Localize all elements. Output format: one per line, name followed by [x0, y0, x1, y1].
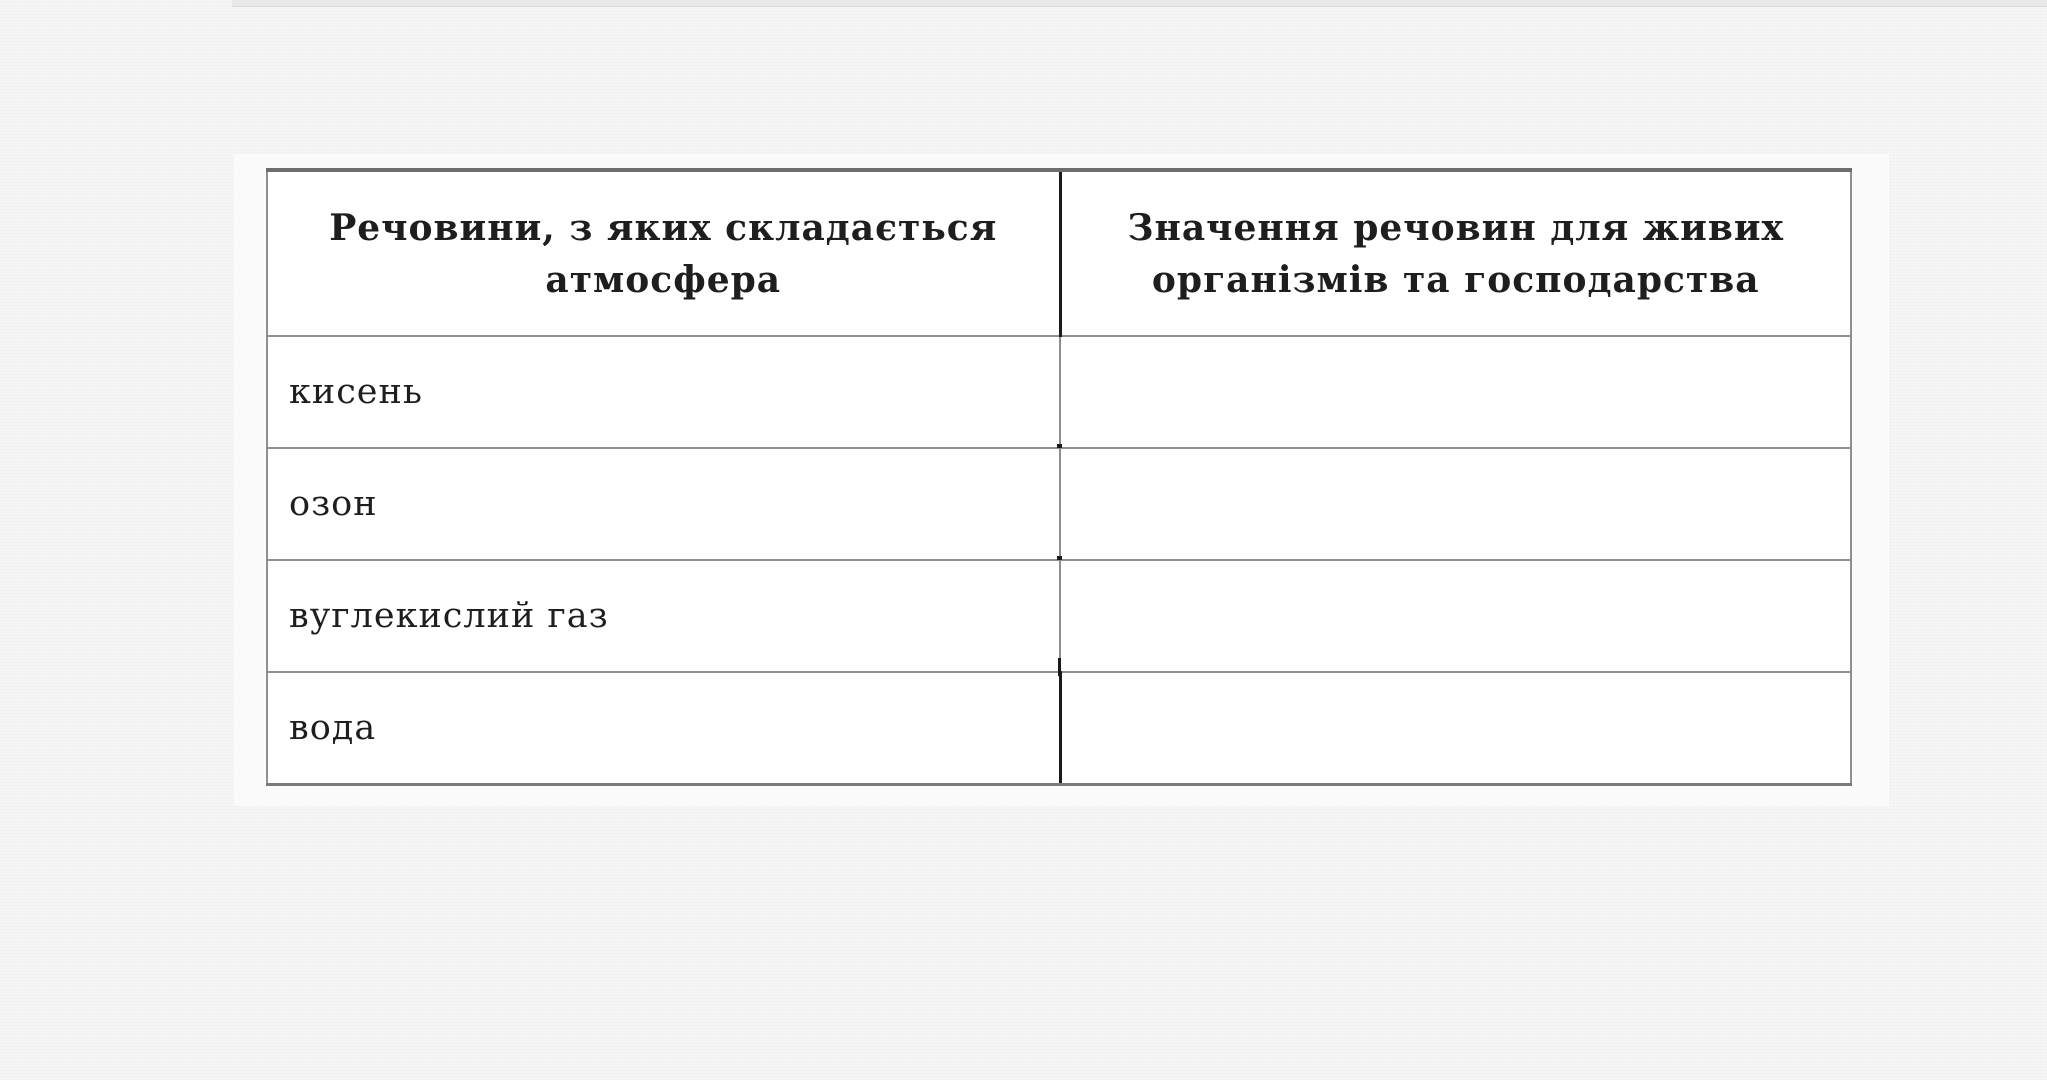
divider-dot	[1057, 444, 1062, 448]
significance-cell[interactable]	[1060, 560, 1851, 672]
table-header-row	[267, 170, 1851, 336]
header-substances: Речовини, з яких складається атмосфера	[267, 170, 1060, 336]
substance-cell: вода	[267, 672, 1060, 784]
header-significance: Значення речовин для живих організмів та господарства	[1060, 170, 1851, 336]
atmosphere-substances-table	[266, 168, 1852, 786]
substance-cell: озон	[267, 448, 1060, 560]
column-divider-stub	[1058, 658, 1061, 676]
top-divider-bar	[232, 0, 2047, 7]
significance-cell[interactable]	[1060, 672, 1851, 784]
table-row	[267, 672, 1851, 784]
divider-dot	[1057, 556, 1062, 560]
significance-cell[interactable]	[1060, 448, 1851, 560]
substance-cell: вуглекислий газ	[267, 560, 1060, 672]
table-row	[267, 560, 1851, 672]
table-row	[267, 448, 1851, 560]
substance-cell: кисень	[267, 336, 1060, 448]
table-row	[267, 336, 1851, 448]
significance-cell[interactable]	[1060, 336, 1851, 448]
